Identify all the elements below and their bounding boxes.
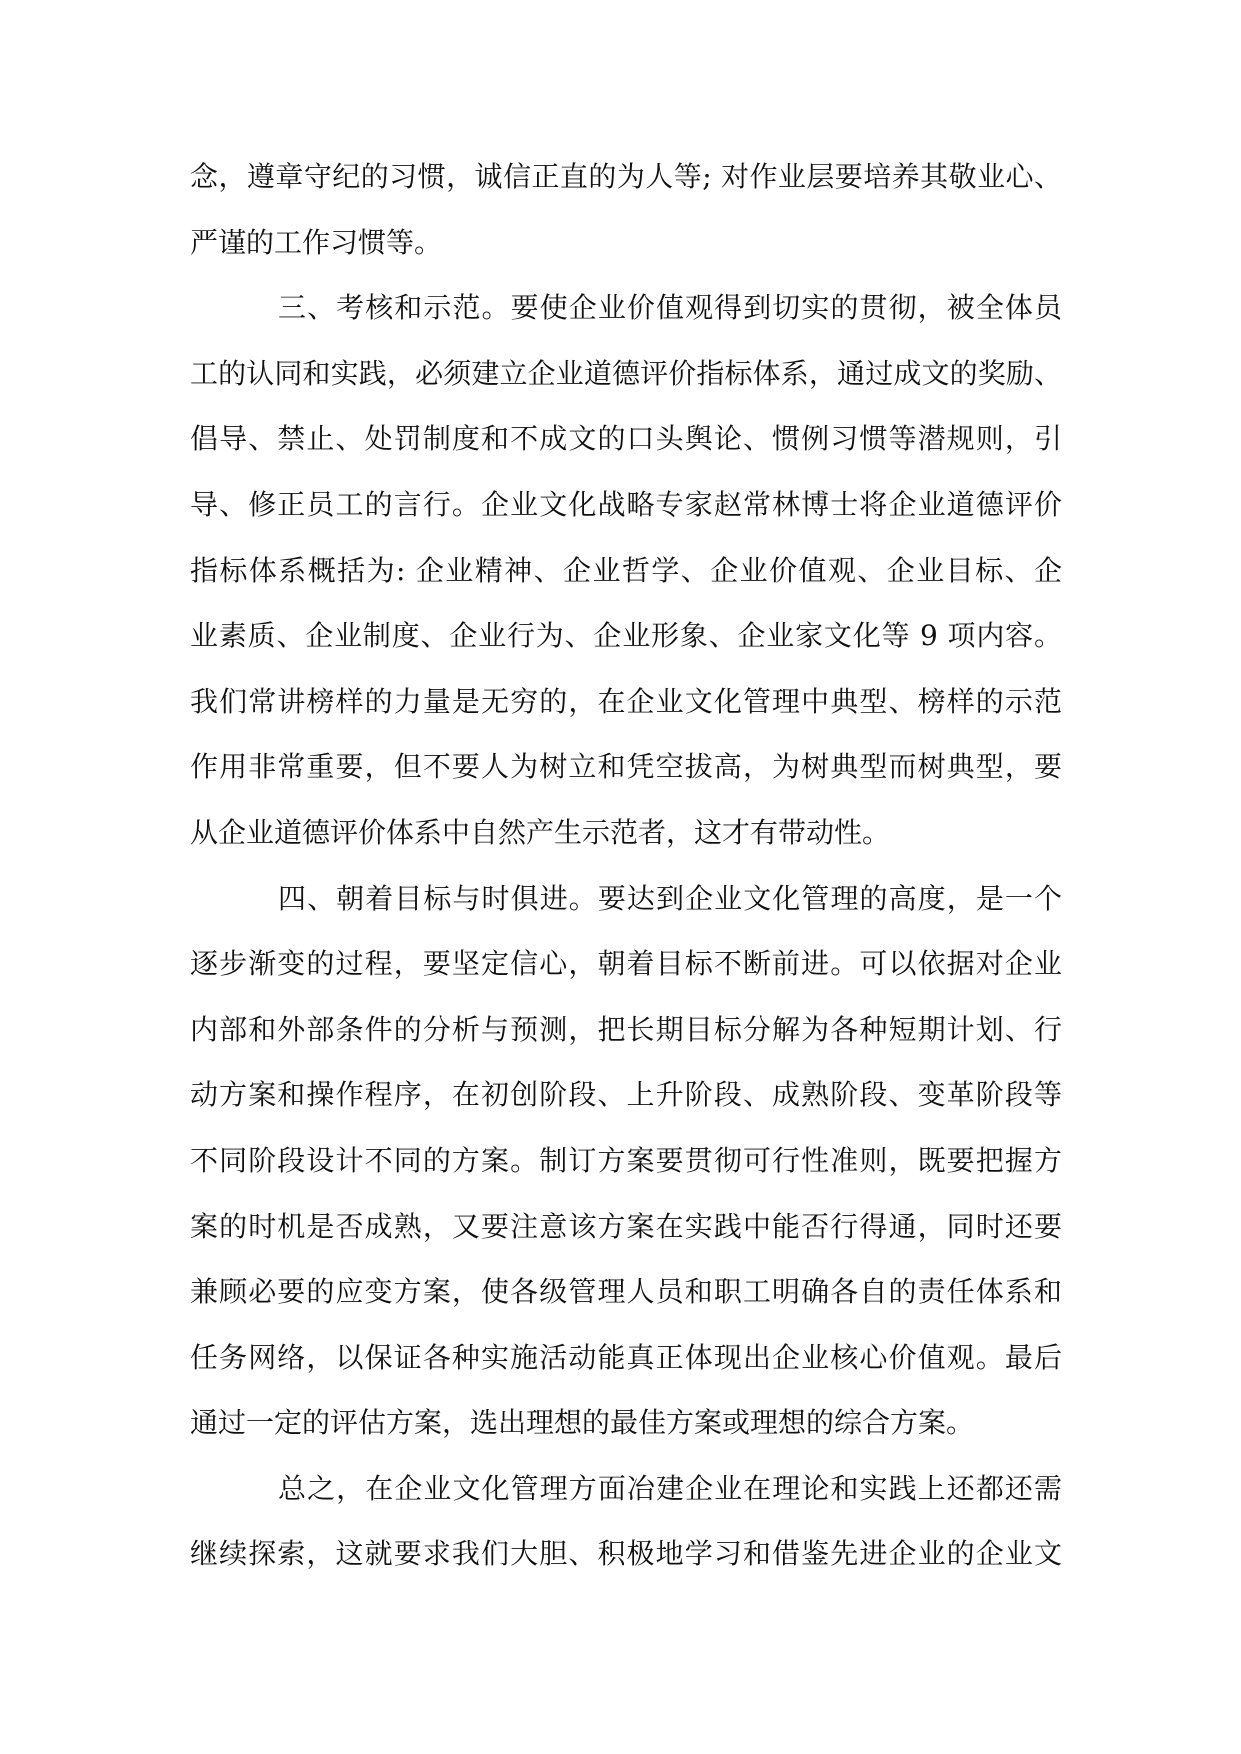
- text-line: [190, 813, 1062, 879]
- line-text: 工的认同和实践，必须建立企业道德评价指标体系，通过成文的奖励、: [190, 356, 1062, 390]
- text-line: [190, 1141, 1062, 1207]
- line-text: 从企业道德评价体系中自然产生示范者，这才有带动性。: [190, 815, 891, 849]
- line-text: 倡导、禁止、处罚制度和不成文的口头舆论、惯例习惯等潜规则，引: [190, 422, 1062, 456]
- text-line: [190, 1403, 1062, 1469]
- line-text: 案的时机是否成熟，又要注意该方案在实践中能否行得通，同时还要: [190, 1209, 1062, 1243]
- text-line: [190, 944, 1062, 1010]
- text-line: [190, 1010, 1062, 1076]
- text-line: [190, 1469, 1062, 1535]
- line-text: 通过一定的评估方案，选出理想的最佳方案或理想的综合方案。: [190, 1406, 975, 1440]
- line-text: 我们常讲榜样的力量是无穷的，在企业文化管理中典型、榜样的示范: [190, 684, 1062, 718]
- line-text: 指标体系概括为: 企业精神、企业哲学、企业价值观、企业目标、企: [190, 553, 1062, 587]
- line-text: 念，遵章守纪的习惯，诚信正直的为人等; 对作业层要培养其敬业心、: [190, 160, 1062, 193]
- text-line: [190, 288, 1062, 354]
- line-text: 业素质、企业制度、企业行为、企业形象、企业家文化等 9 项内容。: [190, 619, 1062, 653]
- line-text: 兼顾必要的应变方案，使各级管理人员和职工明确各自的责任体系和: [190, 1275, 1062, 1309]
- text-line: [190, 682, 1062, 748]
- line-text: 作用非常重要，但不要人为树立和凭空拔高，为树典型而树典型，要: [190, 750, 1062, 784]
- line-text: 逐步渐变的过程，要坚定信心，朝着目标不断前进。可以依据对企业: [190, 947, 1062, 981]
- line-text: 严谨的工作习惯等。: [190, 225, 443, 259]
- line-text: 任务网络，以保证各种实施活动能真正体现出企业核心价值观。最后: [190, 1340, 1062, 1374]
- line-text: 总之，在企业文化管理方面冶建企业在理论和实践上还都还需: [278, 1471, 1062, 1505]
- text-line: [190, 419, 1062, 485]
- text-line: [190, 879, 1062, 945]
- text-line: [190, 1534, 1062, 1600]
- text-line: [190, 1272, 1062, 1338]
- text-line: [190, 223, 1062, 289]
- line-text: 三、考核和示范。要使企业价值观得到切实的贯彻，被全体员: [278, 291, 1062, 325]
- text-line: [190, 485, 1062, 551]
- text-line: [190, 354, 1062, 420]
- text-line: [190, 616, 1062, 682]
- text-line: [190, 1075, 1062, 1141]
- document-body: [190, 157, 1062, 1600]
- text-line: [190, 157, 1062, 223]
- line-text: 继续探索，这就要求我们大胆、积极地学习和借鉴先进企业的企业文: [190, 1537, 1062, 1571]
- text-line: [190, 1207, 1062, 1273]
- text-line: [190, 1338, 1062, 1404]
- line-text: 导、修正员工的言行。企业文化战略专家赵常林博士将企业道德评价: [190, 487, 1062, 521]
- line-text: 动方案和操作程序，在初创阶段、上升阶段、成熟阶段、变革阶段等: [190, 1078, 1062, 1112]
- line-text: 不同阶段设计不同的方案。制订方案要贯彻可行性准则，既要把握方: [190, 1143, 1062, 1177]
- text-line: [190, 747, 1062, 813]
- text-line: [190, 551, 1062, 617]
- line-text: 四、朝着目标与时俱进。要达到企业文化管理的高度，是一个: [278, 881, 1062, 915]
- line-text: 内部和外部条件的分析与预测，把长期目标分解为各种短期计划、行: [190, 1012, 1062, 1046]
